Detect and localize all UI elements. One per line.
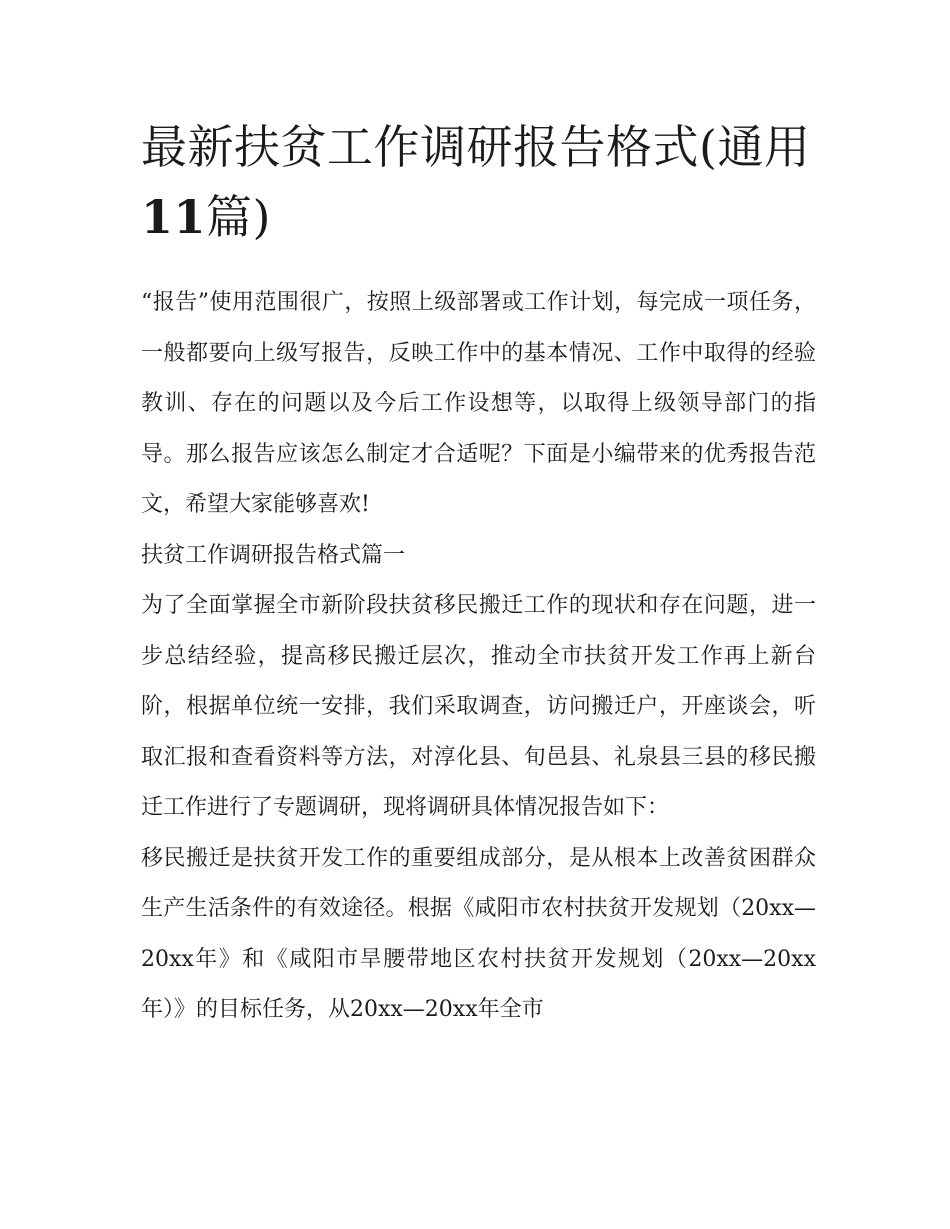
title-number: 11 [141, 190, 207, 244]
intro-paragraph: “报告”使用范围很广，按照上级部署或工作计划，每完成一项任务，一般都要向上级写报告，反映工作中的基本情况、工作中取得的经验教训、存在的问题以及今后工作设想等，以取得上级领导部门的指导。那么报告应该怎么制定才合适呢？下面是小编带来的优秀报告范文，希望大家能够喜欢! [141, 290, 816, 517]
section-heading: 扶贫工作调研报告格式篇一 [141, 542, 406, 568]
body-paragraph-2: 移民搬迁是扶贫开发工作的重要组成部分，是从根本上改善贫困群众生产生活条件的有效途径。根据《咸阳市农村扶贫开发规划（20xx—20xx年》和《咸阳市旱腰带地区农村扶贫开发规划（20xx—20xx年）》的目标任务，从20xx—20xx年全市 [141, 845, 816, 1022]
title-text-part1: 最新扶贫工作调研报告格式(通用 [141, 120, 811, 174]
body-paragraph-1: 为了全面掌握全市新阶段扶贫移民搬迁工作的现状和存在问题，进一步总结经验，提高移民搬迁层次，推动全市扶贫开发工作再上新台阶，根据单位统一安排，我们采取调查，访问搬迁户，开座谈会，听取汇报和查看资料等方法，对淳化县、旬邑县、礼泉县三县的移民搬迁工作进行了专题调研，现将调研具体情况报告如下： [141, 593, 816, 820]
document-title [141, 112, 816, 252]
title-text-part2: 篇) [206, 190, 271, 244]
document-body [141, 112, 816, 1036]
